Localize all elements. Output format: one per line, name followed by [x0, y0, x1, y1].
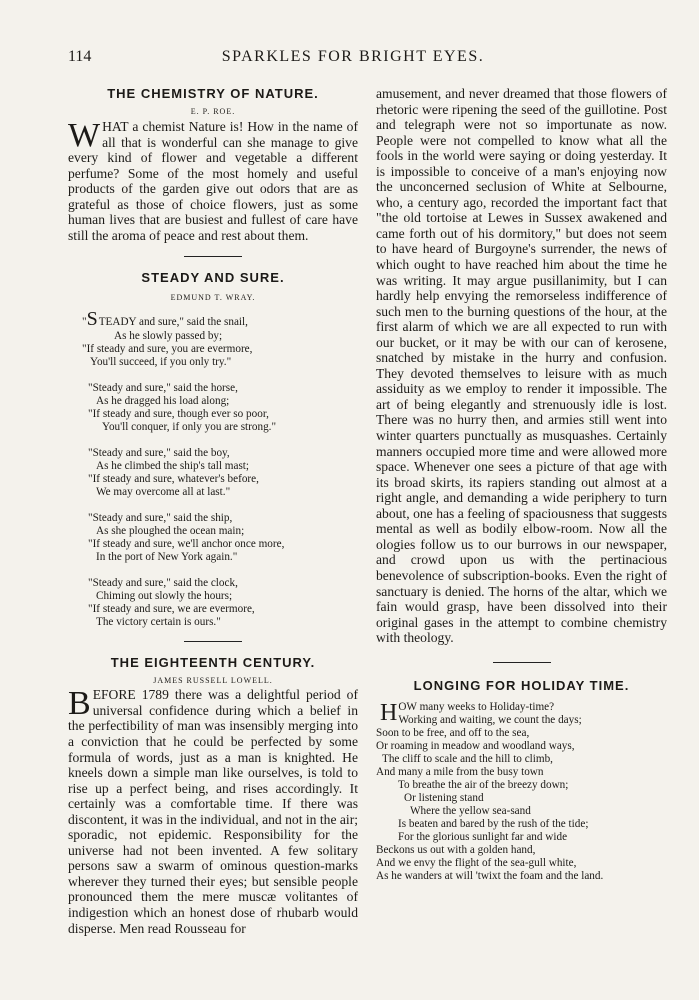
poem-line: "Steady and sure," said the horse,	[88, 382, 238, 395]
stanza	[88, 577, 358, 629]
poem-line: "If steady and sure, we are evermore,	[88, 603, 255, 616]
poem-line: Soon to be free, and off to the sea,	[376, 726, 530, 739]
longing-poem	[376, 678, 667, 883]
poem-line: Where the yellow sea-sand	[410, 804, 531, 817]
chemistry-article	[68, 86, 358, 243]
poem-line: "If steady and sure, whatever's before,	[88, 473, 259, 486]
poem-line: Beckons us out with a golden hand,	[376, 843, 536, 856]
stanza	[82, 308, 358, 369]
poem-line: You'll conquer, if only you are strong."	[102, 421, 277, 434]
eighteenth-dropcap: B	[68, 685, 91, 723]
eighteenth-author: JAMES RUSSELL LOWELL.	[153, 676, 273, 686]
poem-line: Is beaten and bared by the rush of the tide;	[398, 817, 589, 830]
eighteenth-text-left: EFORE 1789 there was a delightful period of universal confidence during which a belief in the perfectibility of man was insensibly merging into a conviction that he could be perfected by some formula of words, just as a man is knighted. He kneels down a simple man like ourselves, is told to rise up a perfect being, and rises accordingly. It certainly was a comfortable time. If there was discontent, it was in the individual, and not in the air; sporadic, not epidemic. Responsibility for the universe had not been invented. A few solitary persons saw a swarm of ominous question-marks wherever they turned their eyes; but sensible people pronounced them the mere muscæ volitantes of indigestion which an honest dose of rhubarb would disperse. Men read Rousseau for	[68, 687, 358, 936]
poem-line: For the glorious sunlight far and wide	[398, 830, 568, 843]
poem-line: To breathe the air of the breezy down;	[398, 778, 569, 791]
page-number: 114	[68, 48, 92, 65]
stanza	[88, 382, 358, 434]
steady-stanzas	[68, 308, 358, 629]
chemistry-dropcap: W	[68, 117, 101, 154]
poem-line: We may overcome all at last."	[96, 486, 231, 499]
poem-line: As he climbed the ship's tall mast;	[96, 460, 250, 473]
eighteenth-body-right: amusement, and never dreamed that those flowers of rhetoric were ripening the seed of the guillotine. Post and telegraph were not so importunate as now. People were not compelled to know what all the fools in the world were saying or doing yesterday. It is impossible to conceive of a man's enjoying now the unconcerned seclusion of White at Selbourne, who, a century ago, recorded the important fact that "the old tortoise at Lewes in Sussex awakened and came forth out of his dormitory," but does not seem to have heard of Burgoyne's surrender, the news of which ought to have reached him about the time he was writing. It may argue pusillanimity, but I can hardly help envying the remorseless indifference of such men to the burning questions of the hour, at the first alarm of which we are all expected to run with our bucket, or it may be with our can of kerosene, snatched by mistake in the hurry and confusion. They devoted themselves to leisure with as much assiduity as we employ to render it impossible. The art of being elegantly and strenuously idle is lost. There was no hurry then, and armies still went into winter quarters punctually as musquashes. Certainly manners occupied more time and were allowed more space. Whenever one sees a picture of that age with its broad skirts, its rapiers standing out almost at a right angle, and demanding a wide periphery to turn about, one has a feeling of spaciousness that suggests mental as well as bodily elbow-room. Now all the ologies follow us to our burrows in our newspaper, and crowd upon us with the pertinacious benevolence of subscription-books. Even the right of sanctuary is denied. The horns of the altar, which we fain would grasp, have been dissolved into their original gases in the attempt to combine chemistry with theology.	[376, 86, 667, 646]
poem-line: As he slowly passed by;	[114, 330, 223, 343]
poem-line: HOW many weeks to Holiday-time?	[380, 699, 555, 726]
stanza	[88, 512, 358, 564]
poem-line: "If steady and sure, though ever so poor,	[88, 408, 269, 421]
steady-dropcap: S	[86, 308, 98, 331]
section-divider	[184, 256, 242, 257]
running-title: SPARKLES FOR BRIGHT EYES.	[221, 48, 485, 65]
poem-line: In the port of New York again."	[96, 551, 238, 564]
poem-line: As he wanders at will 'twixt the foam and the land.	[376, 869, 604, 882]
steady-author: EDMUND T. WRAY.	[170, 293, 256, 303]
steady-title: STEADY AND SURE.	[141, 270, 285, 286]
poem-line: As she ploughed the ocean main;	[96, 525, 245, 538]
right-column	[376, 86, 667, 883]
chemistry-text: HAT a chemist Nature is! How in the name of all that is wonderful can she manage to give every kind of flower and vegetable a different perfume? Some of the most homely and useful products of the garden give out odors that are as grateful as those of choice flowers, just as some human lives that are busiest and fullest of care have still the aroma of peace and rest about them.	[68, 119, 358, 243]
longing-dropcap: H	[380, 699, 398, 726]
steady-poem	[68, 270, 358, 629]
section-divider	[184, 641, 242, 642]
stanza	[376, 701, 667, 883]
page-header	[68, 48, 638, 70]
eighteenth-body-left	[68, 687, 358, 936]
poem-line: "Steady and sure," said the boy,	[88, 447, 230, 460]
eighteenth-article	[68, 655, 358, 936]
left-column	[68, 86, 358, 936]
poem-line: "If steady and sure, we'll anchor once more,	[88, 538, 285, 551]
poem-line: You'll succeed, if you only try."	[90, 356, 232, 369]
poem-line: Working and waiting, we count the days;	[398, 713, 582, 726]
poem-line: Or roaming in meadow and woodland ways,	[376, 739, 575, 752]
poem-line: "STEADY and sure," said the snail,	[82, 308, 248, 331]
section-divider	[493, 662, 551, 663]
eighteenth-title: THE EIGHTEENTH CENTURY.	[110, 655, 316, 671]
chemistry-author: E. P. ROE.	[190, 107, 236, 116]
poem-line: "Steady and sure," said the clock,	[88, 577, 238, 590]
chemistry-body	[68, 119, 358, 243]
poem-line: The cliff to scale and the hill to climb,	[382, 752, 553, 765]
poem-line: The victory certain is ours."	[96, 616, 221, 629]
poem-line: "If steady and sure, you are evermore,	[82, 343, 253, 356]
poem-line: As he dragged his load along;	[96, 395, 230, 408]
poem-line: And many a mile from the busy town	[376, 765, 544, 778]
longing-lines	[376, 701, 667, 883]
poem-line: "Steady and sure," said the ship,	[88, 512, 233, 525]
poem-line: And we envy the flight of the sea-gull white,	[376, 856, 577, 869]
longing-title: LONGING FOR HOLIDAY TIME.	[413, 677, 630, 693]
poem-line: Or listening stand	[404, 791, 484, 804]
poem-line: Chiming out slowly the hours;	[96, 590, 233, 603]
chemistry-title: THE CHEMISTRY OF NATURE.	[107, 86, 319, 101]
stanza	[88, 447, 358, 499]
